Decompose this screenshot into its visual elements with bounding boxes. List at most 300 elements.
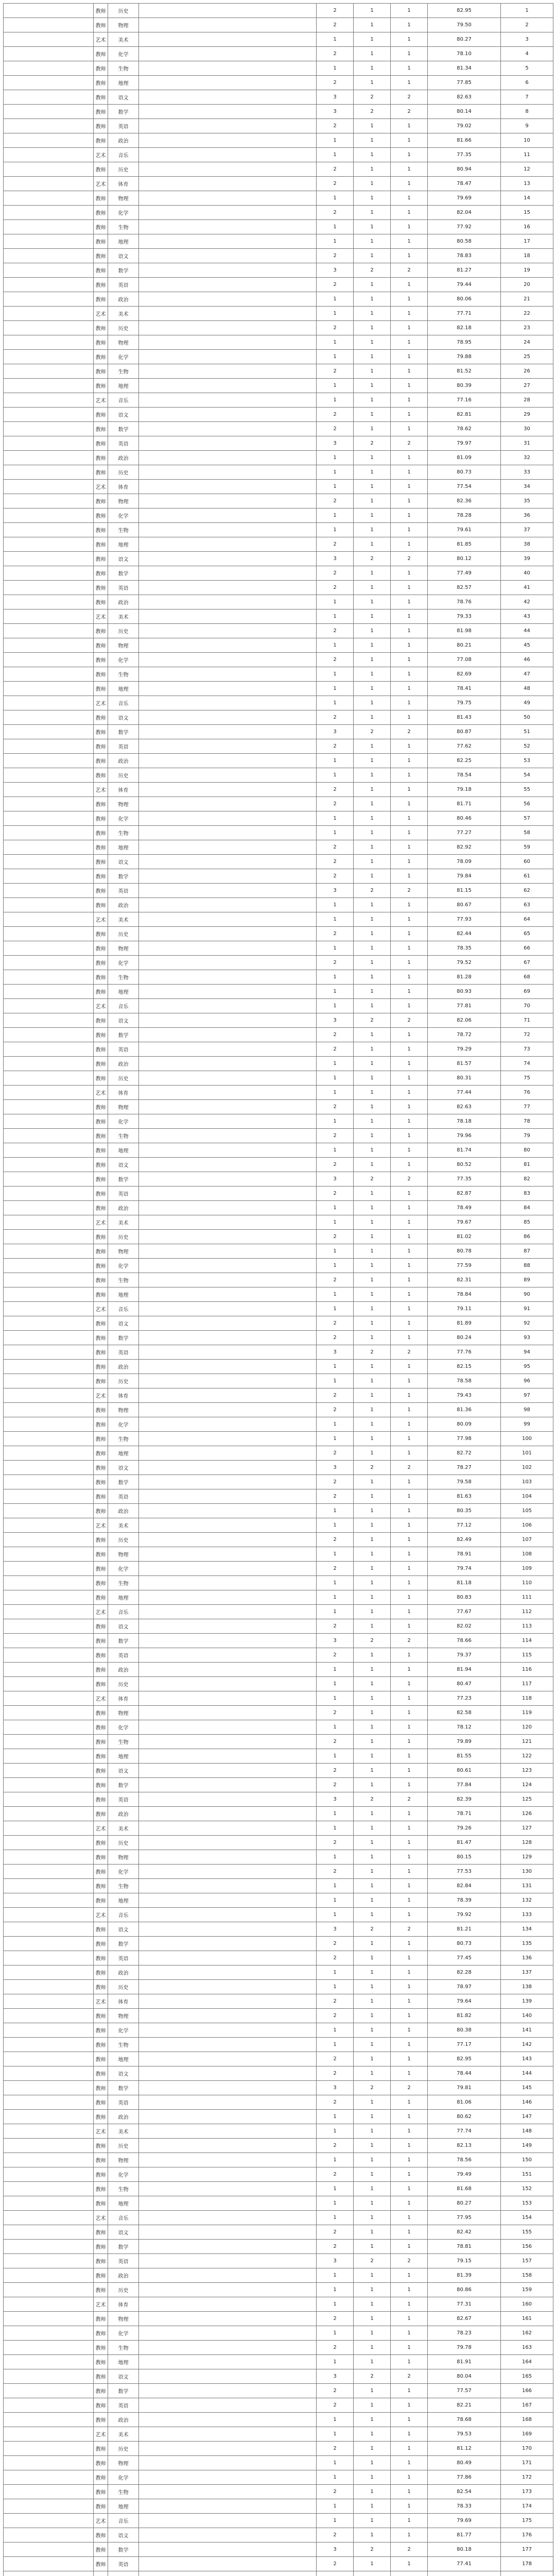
- cell-requirement: [139, 465, 317, 480]
- cell-admitted: 1: [391, 927, 428, 941]
- cell-score: 79.15: [428, 2254, 501, 2268]
- cell-applied: 1: [354, 1865, 391, 1879]
- cell-admitted: 1: [391, 2052, 428, 2066]
- cell-requirement: [139, 1965, 317, 1980]
- cell-score: 82.84: [428, 1879, 501, 1893]
- cell-applied: 1: [354, 234, 391, 249]
- cell-admitted: 1: [391, 335, 428, 350]
- table-row: [4, 1114, 553, 1129]
- cell-requirement: [139, 1100, 317, 1114]
- cell-rank: 165: [501, 2369, 553, 2384]
- cell-admitted: 1: [391, 76, 428, 90]
- cell-score: 80.86: [428, 2283, 501, 2297]
- cell-rank: 100: [501, 1432, 553, 1446]
- table-row: [4, 2095, 553, 2110]
- table-row: [4, 408, 553, 422]
- table-row: [4, 1634, 553, 1648]
- cell-requirement: [139, 1446, 317, 1461]
- cell-score: 77.57: [428, 2384, 501, 2398]
- cell-school: [4, 638, 94, 653]
- cell-admitted: 1: [391, 811, 428, 826]
- cell-applied: 1: [354, 927, 391, 941]
- cell-type: 教师: [94, 2528, 108, 2543]
- cell-applied: 1: [354, 1720, 391, 1735]
- cell-subject: 英语: [108, 2398, 139, 2413]
- cell-applied: 1: [354, 1576, 391, 1590]
- cell-requirement: [139, 1908, 317, 1922]
- cell-rank: 34: [501, 480, 553, 494]
- cell-school: [4, 1100, 94, 1114]
- cell-admitted: 1: [391, 47, 428, 61]
- cell-admitted: 1: [391, 2240, 428, 2254]
- cell-score: 81.34: [428, 61, 501, 76]
- cell-type: 教师: [94, 1187, 108, 1201]
- table-row: [4, 2427, 553, 2442]
- cell-school: [4, 2297, 94, 2312]
- cell-subject: 政治: [108, 898, 139, 912]
- cell-applied: 1: [354, 1547, 391, 1562]
- cell-score: 78.47: [428, 177, 501, 191]
- cell-admitted: 1: [391, 2023, 428, 2038]
- cell-applied: 1: [354, 350, 391, 364]
- cell-score: 81.63: [428, 1489, 501, 1504]
- cell-school: [4, 18, 94, 32]
- cell-score: 80.15: [428, 1850, 501, 1865]
- cell-type: 教师: [94, 1403, 108, 1417]
- cell-rank: 153: [501, 2196, 553, 2211]
- cell-type: 艺术: [94, 2297, 108, 2312]
- table-row: [4, 1374, 553, 1388]
- cell-admitted: 1: [391, 2139, 428, 2153]
- cell-applied: 1: [354, 191, 391, 206]
- cell-score: 80.83: [428, 1590, 501, 1605]
- cell-requirement: [139, 2355, 317, 2369]
- cell-school: [4, 739, 94, 754]
- cell-plan: 2: [317, 2139, 354, 2153]
- cell-school: [4, 465, 94, 480]
- cell-subject: 地理: [108, 234, 139, 249]
- cell-school: [4, 2124, 94, 2139]
- table-row: [4, 811, 553, 826]
- cell-requirement: [139, 90, 317, 105]
- cell-admitted: 1: [391, 2398, 428, 2413]
- cell-admitted: 1: [391, 1230, 428, 1244]
- table-row: [4, 1143, 553, 1158]
- table-row: [4, 653, 553, 667]
- cell-subject: 英语: [108, 1648, 139, 1663]
- table-row: [4, 1865, 553, 1879]
- cell-admitted: 2: [391, 1461, 428, 1475]
- cell-requirement: [139, 898, 317, 912]
- cell-rank: 18: [501, 249, 553, 263]
- cell-subject: 地理: [108, 379, 139, 393]
- cell-admitted: 1: [391, 32, 428, 47]
- cell-requirement: [139, 2052, 317, 2066]
- cell-subject: 数学: [108, 1331, 139, 1345]
- cell-school: [4, 393, 94, 408]
- cell-admitted: 1: [391, 234, 428, 249]
- cell-score: 82.58: [428, 1706, 501, 1720]
- table-row: [4, 869, 553, 884]
- cell-admitted: 1: [391, 1893, 428, 1908]
- cell-admitted: 1: [391, 1547, 428, 1562]
- cell-rank: 166: [501, 2384, 553, 2398]
- cell-score: 77.08: [428, 653, 501, 667]
- cell-school: [4, 754, 94, 768]
- cell-plan: 1: [317, 2124, 354, 2139]
- cell-subject: 地理: [108, 985, 139, 999]
- cell-admitted: 1: [391, 985, 428, 999]
- table-row: [4, 1908, 553, 1922]
- table-row: [4, 2052, 553, 2066]
- cell-type: 教师: [94, 1432, 108, 1446]
- cell-subject: 历史: [108, 162, 139, 177]
- table-row: [4, 1489, 553, 1504]
- table-row: [4, 2038, 553, 2052]
- cell-score: 80.24: [428, 1331, 501, 1345]
- cell-subject: 化学: [108, 1562, 139, 1576]
- cell-plan: 2: [317, 2240, 354, 2254]
- cell-plan: 2: [317, 2384, 354, 2398]
- cell-applied: 1: [354, 2211, 391, 2225]
- cell-requirement: [139, 609, 317, 624]
- cell-school: [4, 1836, 94, 1850]
- cell-plan: 1: [317, 1114, 354, 1129]
- cell-school: [4, 2052, 94, 2066]
- cell-requirement: [139, 1057, 317, 1071]
- cell-admitted: 1: [391, 2153, 428, 2167]
- table-row: [4, 379, 553, 393]
- cell-subject: 生物: [108, 826, 139, 840]
- cell-admitted: 1: [391, 869, 428, 884]
- cell-subject: 化学: [108, 811, 139, 826]
- cell-admitted: 1: [391, 1244, 428, 1259]
- cell-admitted: 1: [391, 1374, 428, 1388]
- cell-applied: 1: [354, 2312, 391, 2326]
- cell-plan: 2: [317, 739, 354, 754]
- cell-subject: 英语: [108, 1345, 139, 1360]
- cell-score: 78.81: [428, 2240, 501, 2254]
- cell-school: [4, 609, 94, 624]
- cell-type: 教师: [94, 1922, 108, 1937]
- cell-applied: 1: [354, 1706, 391, 1720]
- cell-score: 82.18: [428, 321, 501, 335]
- cell-applied: 1: [354, 1187, 391, 1201]
- cell-plan: 2: [317, 1187, 354, 1201]
- cell-admitted: 1: [391, 2514, 428, 2528]
- cell-school: [4, 1230, 94, 1244]
- cell-requirement: [139, 1951, 317, 1965]
- table-row: [4, 2312, 553, 2326]
- cell-requirement: [139, 2442, 317, 2456]
- cell-school: [4, 523, 94, 537]
- cell-admitted: 1: [391, 999, 428, 1013]
- table-row: [4, 696, 553, 710]
- cell-requirement: [139, 263, 317, 278]
- cell-subject: 体育: [108, 1388, 139, 1403]
- cell-rank: 67: [501, 956, 553, 970]
- cell-admitted: 1: [391, 1417, 428, 1432]
- cell-requirement: [139, 739, 317, 754]
- cell-plan: 1: [317, 999, 354, 1013]
- table-row: [4, 47, 553, 61]
- cell-school: [4, 2485, 94, 2499]
- cell-rank: 123: [501, 1764, 553, 1778]
- cell-score: 81.36: [428, 1403, 501, 1417]
- cell-score: 79.53: [428, 2427, 501, 2442]
- table-row: [4, 2413, 553, 2427]
- cell-admitted: 1: [391, 2499, 428, 2514]
- cell-subject: 历史: [108, 624, 139, 638]
- cell-subject: 政治: [108, 1201, 139, 1215]
- cell-type: 教师: [94, 1331, 108, 1345]
- cell-admitted: 1: [391, 148, 428, 162]
- cell-school: [4, 1778, 94, 1792]
- cell-score: 77.81: [428, 999, 501, 1013]
- cell-applied: 2: [354, 90, 391, 105]
- cell-score: 80.67: [428, 898, 501, 912]
- cell-type: 教师: [94, 595, 108, 609]
- table-row: [4, 90, 553, 105]
- cell-type: 教师: [94, 2095, 108, 2110]
- cell-subject: 语文: [108, 2225, 139, 2240]
- cell-admitted: 1: [391, 581, 428, 595]
- table-row: [4, 364, 553, 379]
- cell-subject: 政治: [108, 1504, 139, 1518]
- cell-score: 80.06: [428, 292, 501, 307]
- cell-score: 77.85: [428, 76, 501, 90]
- cell-applied: 1: [354, 2095, 391, 2110]
- cell-type: 教师: [94, 739, 108, 754]
- cell-score: 80.27: [428, 32, 501, 47]
- cell-type: 教师: [94, 2312, 108, 2326]
- cell-type: 教师: [94, 1576, 108, 1590]
- cell-type: 教师: [94, 2384, 108, 2398]
- cell-admitted: 1: [391, 1764, 428, 1778]
- cell-subject: 历史: [108, 1980, 139, 1994]
- cell-plan: 1: [317, 2499, 354, 2514]
- cell-applied: 1: [354, 2038, 391, 2052]
- cell-plan: 1: [317, 2038, 354, 2052]
- cell-subject: 地理: [108, 1143, 139, 1158]
- table-row: [4, 1360, 553, 1374]
- cell-applied: 1: [354, 393, 391, 408]
- cell-score: 79.61: [428, 523, 501, 537]
- cell-type: 艺术: [94, 609, 108, 624]
- cell-admitted: 2: [391, 2081, 428, 2095]
- cell-type: 教师: [94, 1374, 108, 1388]
- cell-admitted: 1: [391, 321, 428, 335]
- cell-subject: 历史: [108, 1374, 139, 1388]
- cell-plan: 2: [317, 1778, 354, 1792]
- cell-admitted: 1: [391, 1908, 428, 1922]
- cell-school: [4, 1720, 94, 1735]
- cell-admitted: 1: [391, 653, 428, 667]
- cell-rank: 148: [501, 2124, 553, 2139]
- cell-applied: 1: [354, 2110, 391, 2124]
- cell-score: 77.44: [428, 1086, 501, 1100]
- cell-rank: 142: [501, 2038, 553, 2052]
- cell-admitted: 2: [391, 884, 428, 898]
- cell-school: [4, 1158, 94, 1172]
- table-row: [4, 480, 553, 494]
- cell-applied: 1: [354, 2528, 391, 2543]
- cell-plan: 1: [317, 2211, 354, 2225]
- cell-score: 82.63: [428, 1100, 501, 1114]
- cell-subject: 音乐: [108, 2211, 139, 2225]
- cell-admitted: 1: [391, 523, 428, 537]
- cell-applied: 1: [354, 2240, 391, 2254]
- cell-requirement: [139, 710, 317, 725]
- cell-plan: 1: [317, 292, 354, 307]
- cell-school: [4, 2196, 94, 2211]
- cell-plan: 2: [317, 2557, 354, 2571]
- cell-rank: 170: [501, 2442, 553, 2456]
- cell-rank: 95: [501, 1360, 553, 1374]
- cell-plan: 1: [317, 667, 354, 682]
- cell-plan: 1: [317, 2110, 354, 2124]
- cell-type: 教师: [94, 220, 108, 234]
- table-row: [4, 826, 553, 840]
- cell-plan: 2: [317, 494, 354, 509]
- cell-type: 艺术: [94, 148, 108, 162]
- cell-score: 82.87: [428, 1187, 501, 1201]
- cell-subject: 语文: [108, 1461, 139, 1475]
- cell-rank: 177: [501, 2543, 553, 2557]
- cell-school: [4, 220, 94, 234]
- cell-rank: 138: [501, 1980, 553, 1994]
- cell-admitted: 1: [391, 61, 428, 76]
- cell-applied: 1: [354, 1215, 391, 1230]
- cell-type: 教师: [94, 263, 108, 278]
- table-row: [4, 1922, 553, 1937]
- cell-admitted: 1: [391, 1865, 428, 1879]
- cell-type: 教师: [94, 494, 108, 509]
- cell-requirement: [139, 2543, 317, 2557]
- cell-plan: 1: [317, 1576, 354, 1590]
- cell-score: 79.97: [428, 436, 501, 451]
- cell-type: 教师: [94, 811, 108, 826]
- cell-requirement: [139, 1893, 317, 1908]
- cell-plan: 2: [317, 18, 354, 32]
- cell-plan: 3: [317, 263, 354, 278]
- cell-school: [4, 595, 94, 609]
- cell-admitted: 1: [391, 278, 428, 292]
- cell-score: 82.69: [428, 667, 501, 682]
- cell-score: 82.92: [428, 840, 501, 855]
- cell-requirement: [139, 2528, 317, 2543]
- cell-subject: 语文: [108, 408, 139, 422]
- table-row: [4, 307, 553, 321]
- table-row: [4, 2485, 553, 2499]
- cell-type: 教师: [94, 2543, 108, 2557]
- cell-plan: 1: [317, 2182, 354, 2196]
- cell-applied: 1: [354, 2297, 391, 2312]
- cell-school: [4, 1287, 94, 1302]
- cell-plan: 2: [317, 855, 354, 869]
- cell-requirement: [139, 523, 317, 537]
- cell-school: [4, 653, 94, 667]
- table-row: [4, 2254, 553, 2268]
- cell-score: 79.89: [428, 1735, 501, 1749]
- cell-score: 82.54: [428, 2485, 501, 2499]
- cell-school: [4, 826, 94, 840]
- table-row: [4, 4, 553, 18]
- cell-requirement: [139, 696, 317, 710]
- cell-applied: 1: [354, 2456, 391, 2470]
- cell-plan: 2: [317, 2009, 354, 2023]
- cell-plan: 2: [317, 1403, 354, 1417]
- cell-applied: 1: [354, 1244, 391, 1259]
- cell-applied: 1: [354, 768, 391, 783]
- cell-rank: 8: [501, 105, 553, 119]
- cell-type: 艺术: [94, 999, 108, 1013]
- table-row: [4, 1158, 553, 1172]
- cell-type: 教师: [94, 2240, 108, 2254]
- cell-requirement: [139, 76, 317, 90]
- cell-applied: 1: [354, 509, 391, 523]
- table-row: [4, 2514, 553, 2528]
- cell-plan: 3: [317, 1172, 354, 1187]
- table-row: [4, 1028, 553, 1042]
- cell-applied: 1: [354, 1504, 391, 1518]
- cell-plan: 1: [317, 1677, 354, 1691]
- cell-rank: 114: [501, 1634, 553, 1648]
- cell-subject: 地理: [108, 840, 139, 855]
- table-row: [4, 1518, 553, 1533]
- table-row: [4, 1735, 553, 1749]
- cell-school: [4, 2153, 94, 2167]
- cell-applied: 1: [354, 1836, 391, 1850]
- cell-subject: 物理: [108, 1403, 139, 1417]
- cell-subject: 数学: [108, 725, 139, 739]
- cell-school: [4, 2254, 94, 2268]
- cell-subject: 语文: [108, 855, 139, 869]
- cell-requirement: [139, 393, 317, 408]
- cell-subject: 地理: [108, 76, 139, 90]
- cell-applied: 1: [354, 855, 391, 869]
- cell-rank: 82: [501, 1172, 553, 1187]
- cell-score: 80.18: [428, 2543, 501, 2557]
- cell-requirement: [139, 1850, 317, 1865]
- cell-subject: 政治: [108, 1360, 139, 1374]
- cell-requirement: [139, 1663, 317, 1677]
- cell-school: [4, 1360, 94, 1374]
- cell-type: 教师: [94, 552, 108, 566]
- cell-rank: 69: [501, 985, 553, 999]
- table-row: [4, 1504, 553, 1518]
- cell-rank: 174: [501, 2499, 553, 2514]
- cell-requirement: [139, 2384, 317, 2398]
- cell-applied: 2: [354, 2543, 391, 2557]
- cell-rank: 175: [501, 2514, 553, 2528]
- cell-requirement: [139, 220, 317, 234]
- cell-applied: 1: [354, 1259, 391, 1273]
- cell-type: 教师: [94, 1735, 108, 1749]
- cell-admitted: 1: [391, 682, 428, 696]
- cell-requirement: [139, 2456, 317, 2470]
- cell-applied: 1: [354, 1273, 391, 1287]
- cell-requirement: [139, 2095, 317, 2110]
- cell-applied: 1: [354, 133, 391, 148]
- cell-plan: 2: [317, 710, 354, 725]
- cell-applied: 1: [354, 537, 391, 552]
- cell-plan: 1: [317, 350, 354, 364]
- cell-score: 81.06: [428, 2095, 501, 2110]
- table-row: [4, 2124, 553, 2139]
- cell-rank: 171: [501, 2456, 553, 2470]
- cell-rank: 4: [501, 47, 553, 61]
